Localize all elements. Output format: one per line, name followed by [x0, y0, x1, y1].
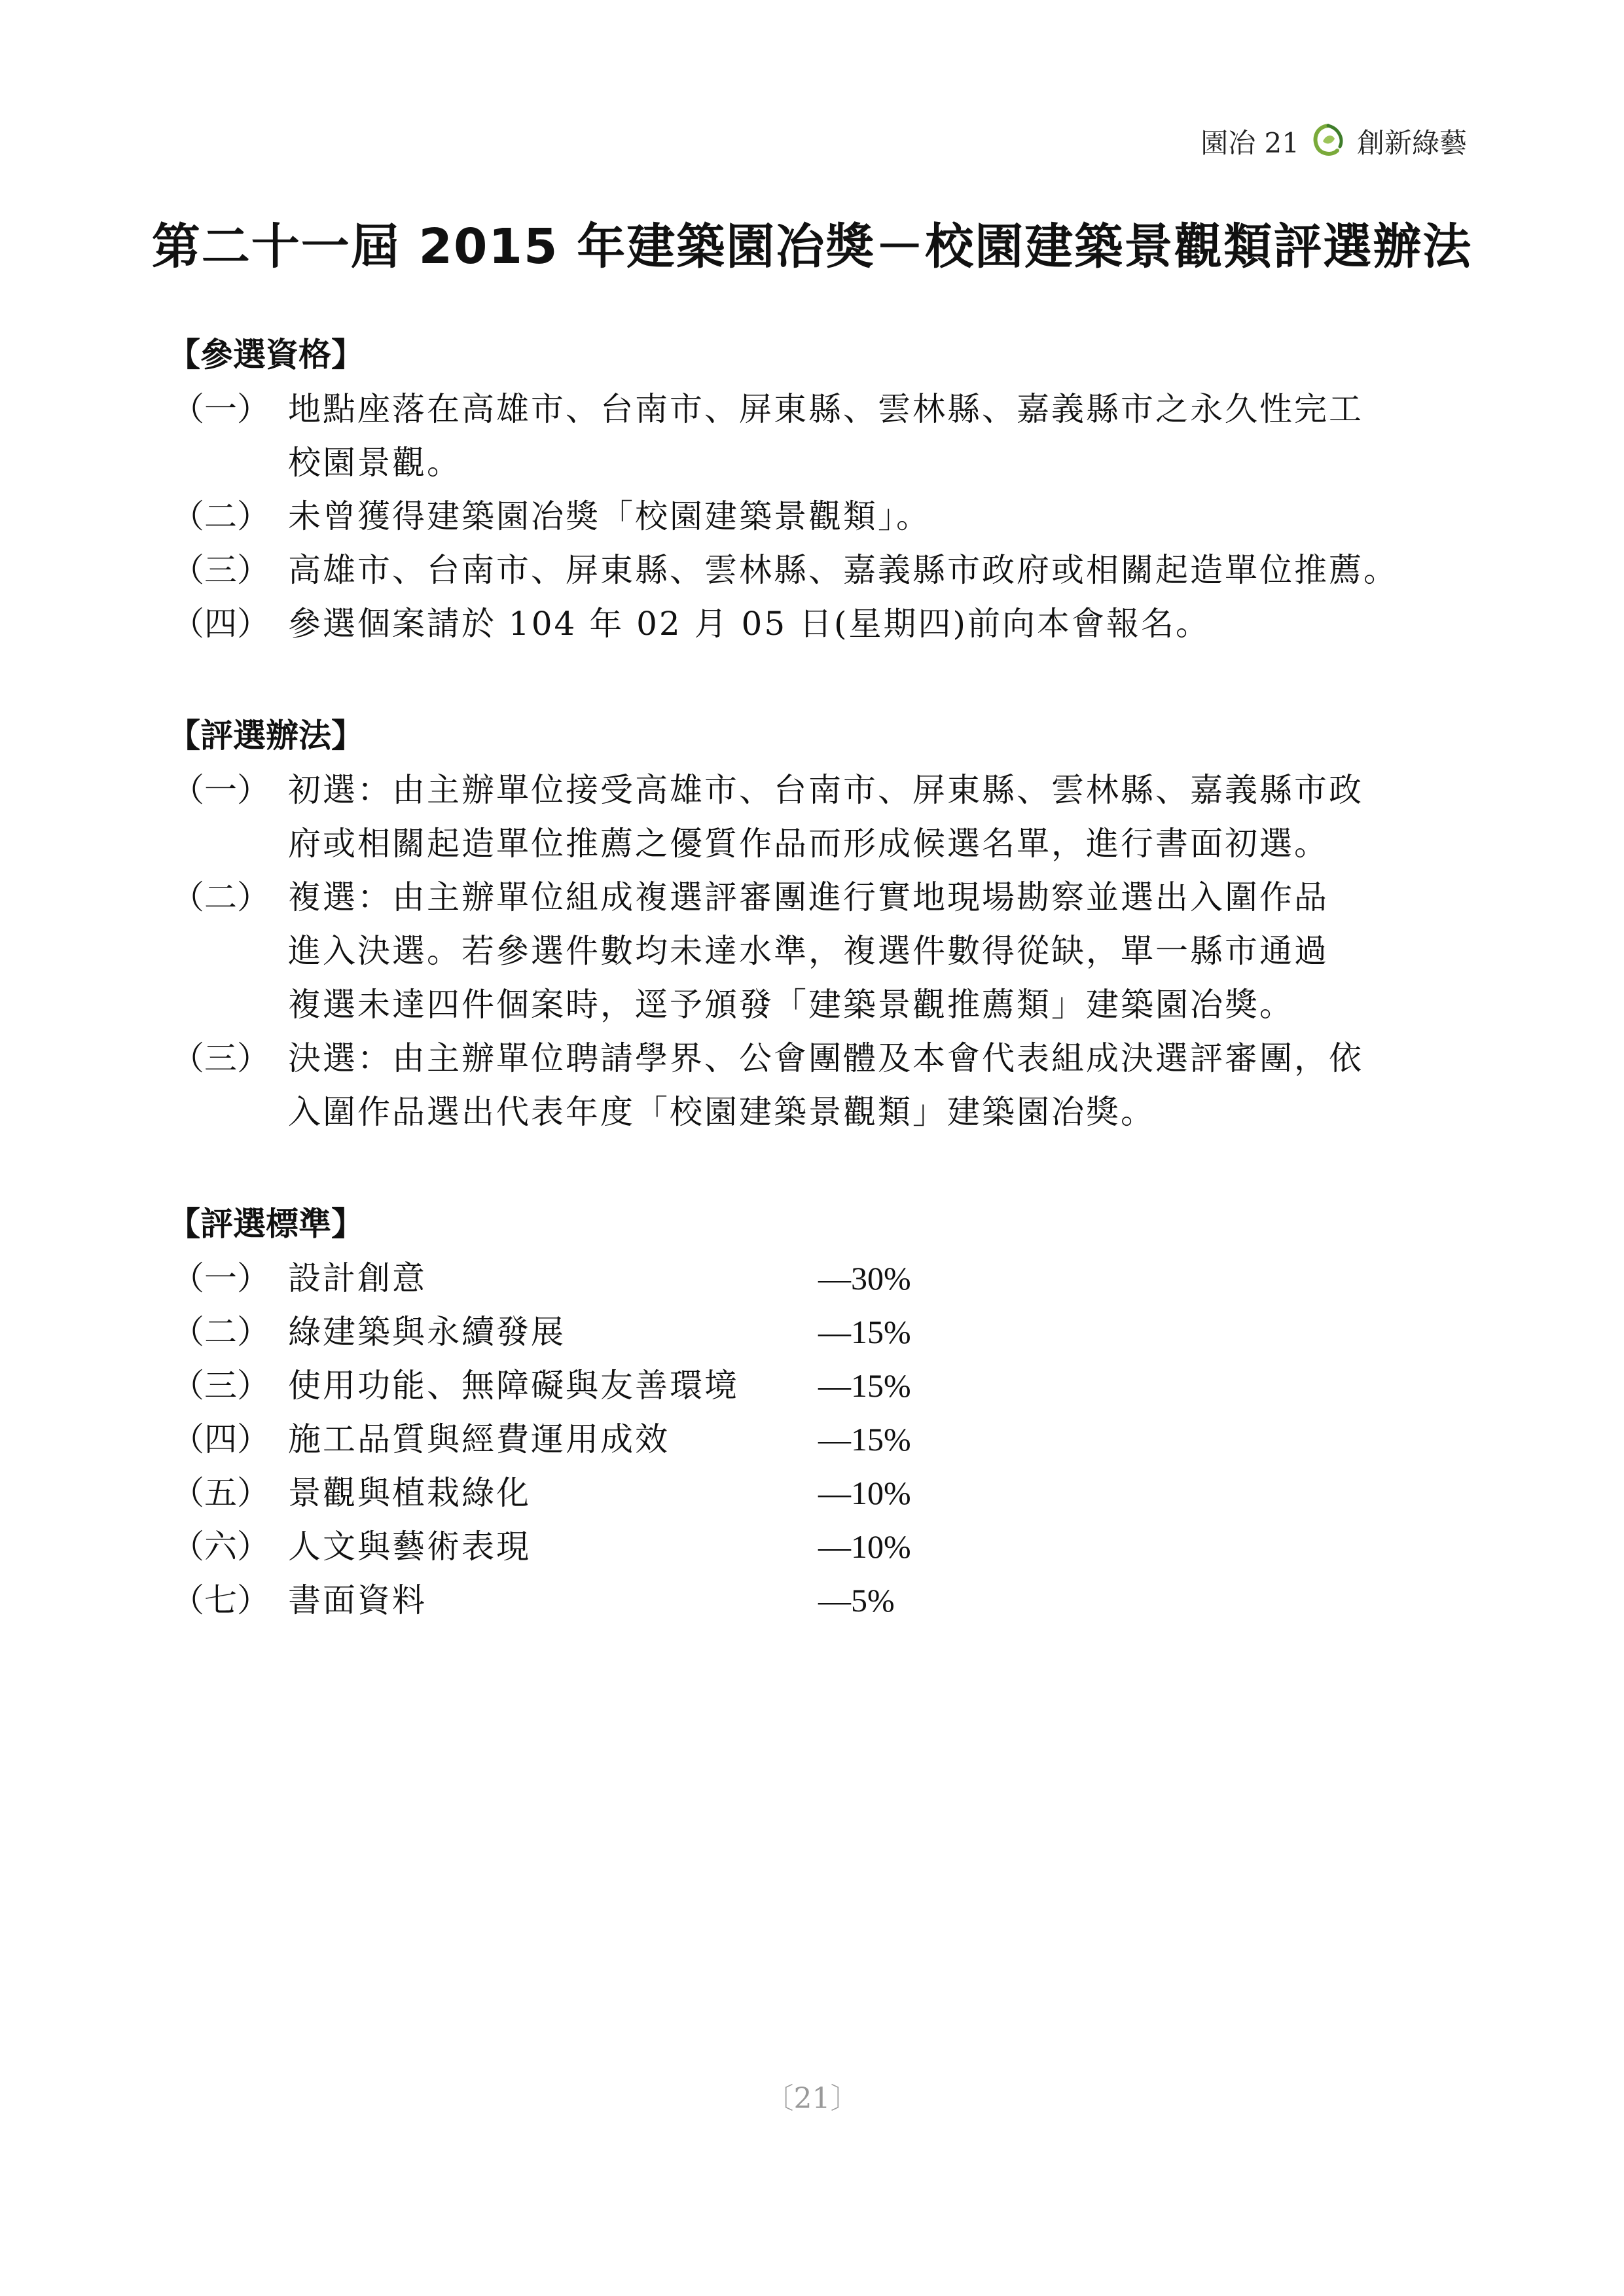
- section-selection-method: [168, 708, 1474, 1139]
- item-text: 高雄市、台南市、屏東縣、雲林縣、嘉義縣市政府或相關起造單位推薦。: [288, 551, 1398, 589]
- header-tagline: 創新綠藝: [1356, 127, 1467, 159]
- item-number: （一）: [171, 771, 270, 809]
- item-number: （四）: [171, 1420, 270, 1458]
- list-item: [171, 382, 1474, 490]
- list-item: [171, 1031, 1474, 1139]
- item-number: （五）: [171, 1474, 270, 1512]
- item-number: （四）: [171, 605, 270, 643]
- section-heading: 【評選辦法】: [168, 717, 364, 755]
- criteria-name: 綠建築與永續發展: [288, 1313, 566, 1351]
- item-text: 初選：由主辦單位接受高雄市、台南市、屏東縣、雲林縣、嘉義縣市政 府或相關起造單位推薦之優質作品而形成候選名單，進行書面初選。: [288, 771, 1363, 863]
- criteria-weight: —15%: [818, 1367, 911, 1404]
- list-item: [171, 597, 1474, 651]
- section-heading: 【參選資格】: [168, 336, 364, 374]
- page-header: [1200, 122, 1467, 161]
- criteria-name: 景觀與植栽綠化: [288, 1474, 531, 1512]
- item-number: （一）: [171, 390, 270, 428]
- criteria-weight: —10%: [818, 1475, 911, 1511]
- criteria-weight: —15%: [818, 1421, 911, 1458]
- criteria-weight: —5%: [818, 1582, 895, 1619]
- item-number: （三）: [171, 551, 270, 589]
- item-text: 未曾獲得建築園冶獎「校園建築景觀類」。: [288, 497, 931, 535]
- criteria-name: 人文與藝術表現: [288, 1528, 531, 1566]
- criteria-row: [171, 1359, 1474, 1412]
- criteria-row: [171, 1412, 1474, 1466]
- item-number: （三）: [171, 1039, 270, 1077]
- header-label: 園冶 21: [1200, 127, 1299, 159]
- item-number: （三）: [171, 1367, 270, 1405]
- criteria-name: 使用功能、無障礙與友善環境: [288, 1367, 739, 1405]
- item-number: （二）: [171, 878, 270, 916]
- criteria-row: [171, 1466, 1474, 1520]
- item-text: 複選：由主辦單位組成複選評審團進行實地現場勘察並選出入圍作品 進入決選。若參選件數均未達水準，複選件數得從缺，單一縣市通過 複選未達四件個案時，逕予頒發「建築景觀推薦類」建築園冶獎。: [288, 878, 1329, 1024]
- criteria-row: [171, 1305, 1474, 1359]
- criteria-name: 書面資料: [288, 1581, 427, 1619]
- criteria-row: [171, 1573, 1474, 1627]
- item-number: （一）: [171, 1259, 270, 1297]
- list-item: [171, 763, 1474, 870]
- section-heading: 【評選標準】: [168, 1205, 364, 1243]
- criteria-row: [171, 1520, 1474, 1573]
- item-text: 參選個案請於 104 年 02 月 05 日(星期四)前向本會報名。: [288, 605, 1211, 643]
- criteria-weight: —15%: [818, 1314, 911, 1350]
- criteria-row: [171, 1251, 1474, 1305]
- section-eligibility: [168, 327, 1474, 651]
- item-text: 地點座落在高雄市、台南市、屏東縣、雲林縣、嘉義縣市之永久性完工 校園景觀。: [288, 390, 1363, 482]
- leaf-swirl-icon: [1308, 122, 1348, 161]
- page-number: 〔21〕: [765, 2082, 859, 2115]
- criteria-name: 設計創意: [288, 1259, 427, 1297]
- item-number: （六）: [171, 1528, 270, 1566]
- criteria-weight: —30%: [818, 1260, 911, 1297]
- page-title: 第二十一屆 2015 年建築園冶獎－校園建築景觀類評選辦法: [151, 219, 1473, 275]
- list-item: [171, 870, 1474, 1031]
- section-criteria: [168, 1196, 1474, 1627]
- list-item: [171, 490, 1474, 543]
- item-number: （七）: [171, 1581, 270, 1619]
- list-item: [171, 543, 1474, 597]
- item-number: （二）: [171, 497, 270, 535]
- criteria-weight: —10%: [818, 1528, 911, 1565]
- item-number: （二）: [171, 1313, 270, 1351]
- criteria-name: 施工品質與經費運用成效: [288, 1420, 670, 1458]
- item-text: 決選：由主辦單位聘請學界、公會團體及本會代表組成決選評審團，依 入圍作品選出代表年度「校園建築景觀類」建築園冶獎。: [288, 1039, 1363, 1131]
- document-body: [168, 327, 1474, 1685]
